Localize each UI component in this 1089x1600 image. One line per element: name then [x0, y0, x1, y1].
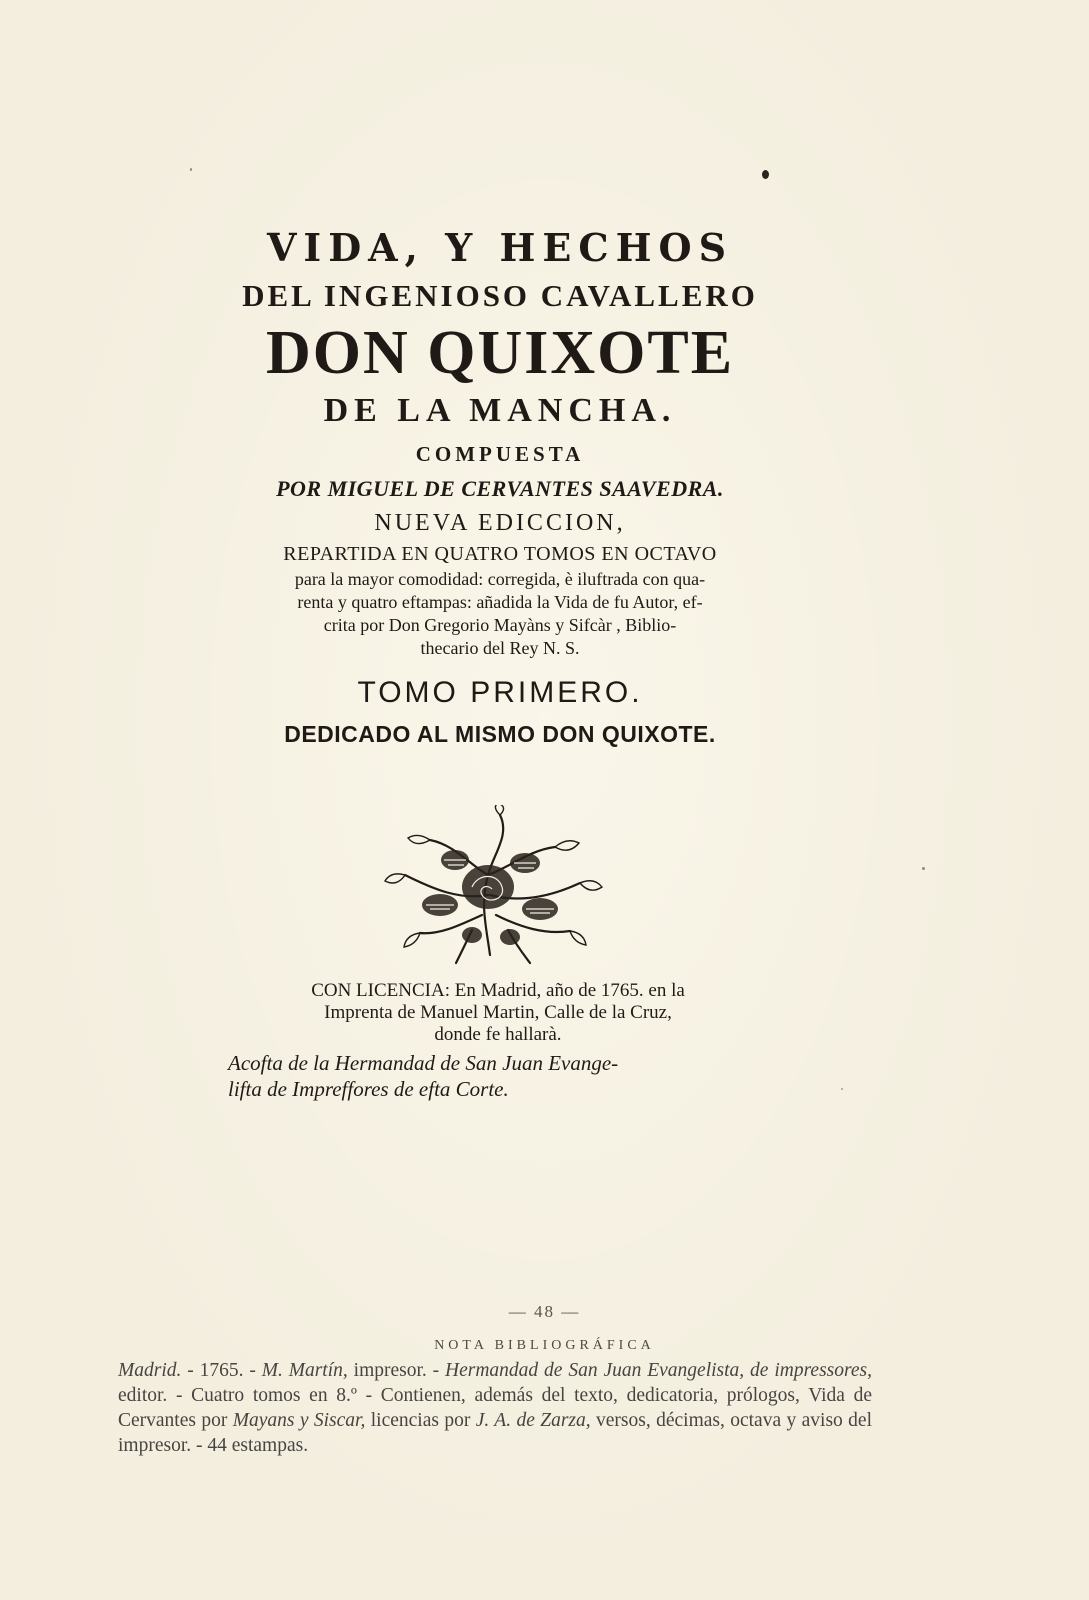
ink-speck [841, 1088, 843, 1090]
note-segment: editor. - Cuatro tomos en 8.º - Contienen, además del texto, dedicatoria, prólogos, Vida de Cervantes por [118, 1385, 872, 1431]
note-segment: impresor. - [347, 1360, 446, 1381]
title-line-vida: VIDA, Y HECHOS [266, 225, 734, 270]
note-body [118, 1358, 872, 1458]
license-italic-text [218, 1050, 778, 1102]
title-page [200, 222, 800, 750]
title-line-dedication: DEDICADO AL MISMO DON QUIXOTE. [284, 721, 716, 747]
note-segment: Mayans y Siscar, [232, 1410, 366, 1431]
paragraph-line: renta y quatro eftampas: añadida la Vida de fu Autor, ef- [297, 592, 703, 612]
note-segment: Hermandad de San Juan Evangelista, de impressores, [445, 1360, 872, 1381]
title-line-don-quixote: DON QUIXOTE [265, 319, 735, 387]
title-line-ingenioso: DEL INGENIOSO CAVALLERO [242, 278, 758, 313]
license-line: Imprenta de Manuel Martin, Calle de la Cruz, [324, 1002, 672, 1023]
title-line-author: POR MIGUEL DE CERVANTES SAAVEDRA. [276, 476, 724, 501]
title-line-volumes: REPARTIDA EN QUATRO TOMOS EN OCTAVO [283, 543, 717, 565]
note-segment: M. Martín, [261, 1360, 348, 1381]
ink-speck [922, 867, 925, 870]
ink-speck [190, 168, 192, 171]
title-line-tomo: TOMO PRIMERO. [357, 676, 643, 709]
license-text [218, 980, 778, 1046]
ink-speck [762, 170, 769, 179]
note-title: NOTA BIBLIOGRÁFICA [434, 1338, 655, 1353]
title-line-mancha: DE LA MANCHA. [323, 392, 677, 429]
license-block [218, 980, 778, 1102]
license-line: CON LICENCIA: En Madrid, año de 1765. en la [311, 980, 685, 1001]
license-line: donde fe hallarà. [434, 1024, 562, 1045]
note-segment: licencias por [365, 1410, 476, 1431]
paragraph-line: para la mayor comodidad: corregida, è iluftrada con qua- [294, 569, 706, 589]
paragraph-line: crita por Don Gregorio Mayàns y Sifcàr , Biblio- [323, 615, 677, 635]
note-segment: versos, décimas, octava y aviso del impresor. - 44 estampas. [118, 1410, 872, 1456]
license-italic-line: lifta de Impreffores de efta Corte. [228, 1077, 509, 1101]
title-edition-paragraph [236, 568, 764, 660]
page-number: — 48 — [508, 1302, 581, 1321]
license-italic-line: Acofta de la Hermandad de San Juan Evange- [228, 1051, 619, 1075]
paragraph-line: thecario del Rey N. S. [420, 638, 580, 658]
note-segment: J. A. de Zarza, [475, 1410, 591, 1431]
note-segment: - 1765. - [181, 1360, 262, 1381]
title-line-edition: NUEVA EDICCION, [374, 510, 626, 536]
title-line-compuesta: COMPUESTA [415, 442, 585, 466]
note-segment: Madrid. [118, 1360, 182, 1381]
floral-ornament-icon [360, 805, 620, 965]
